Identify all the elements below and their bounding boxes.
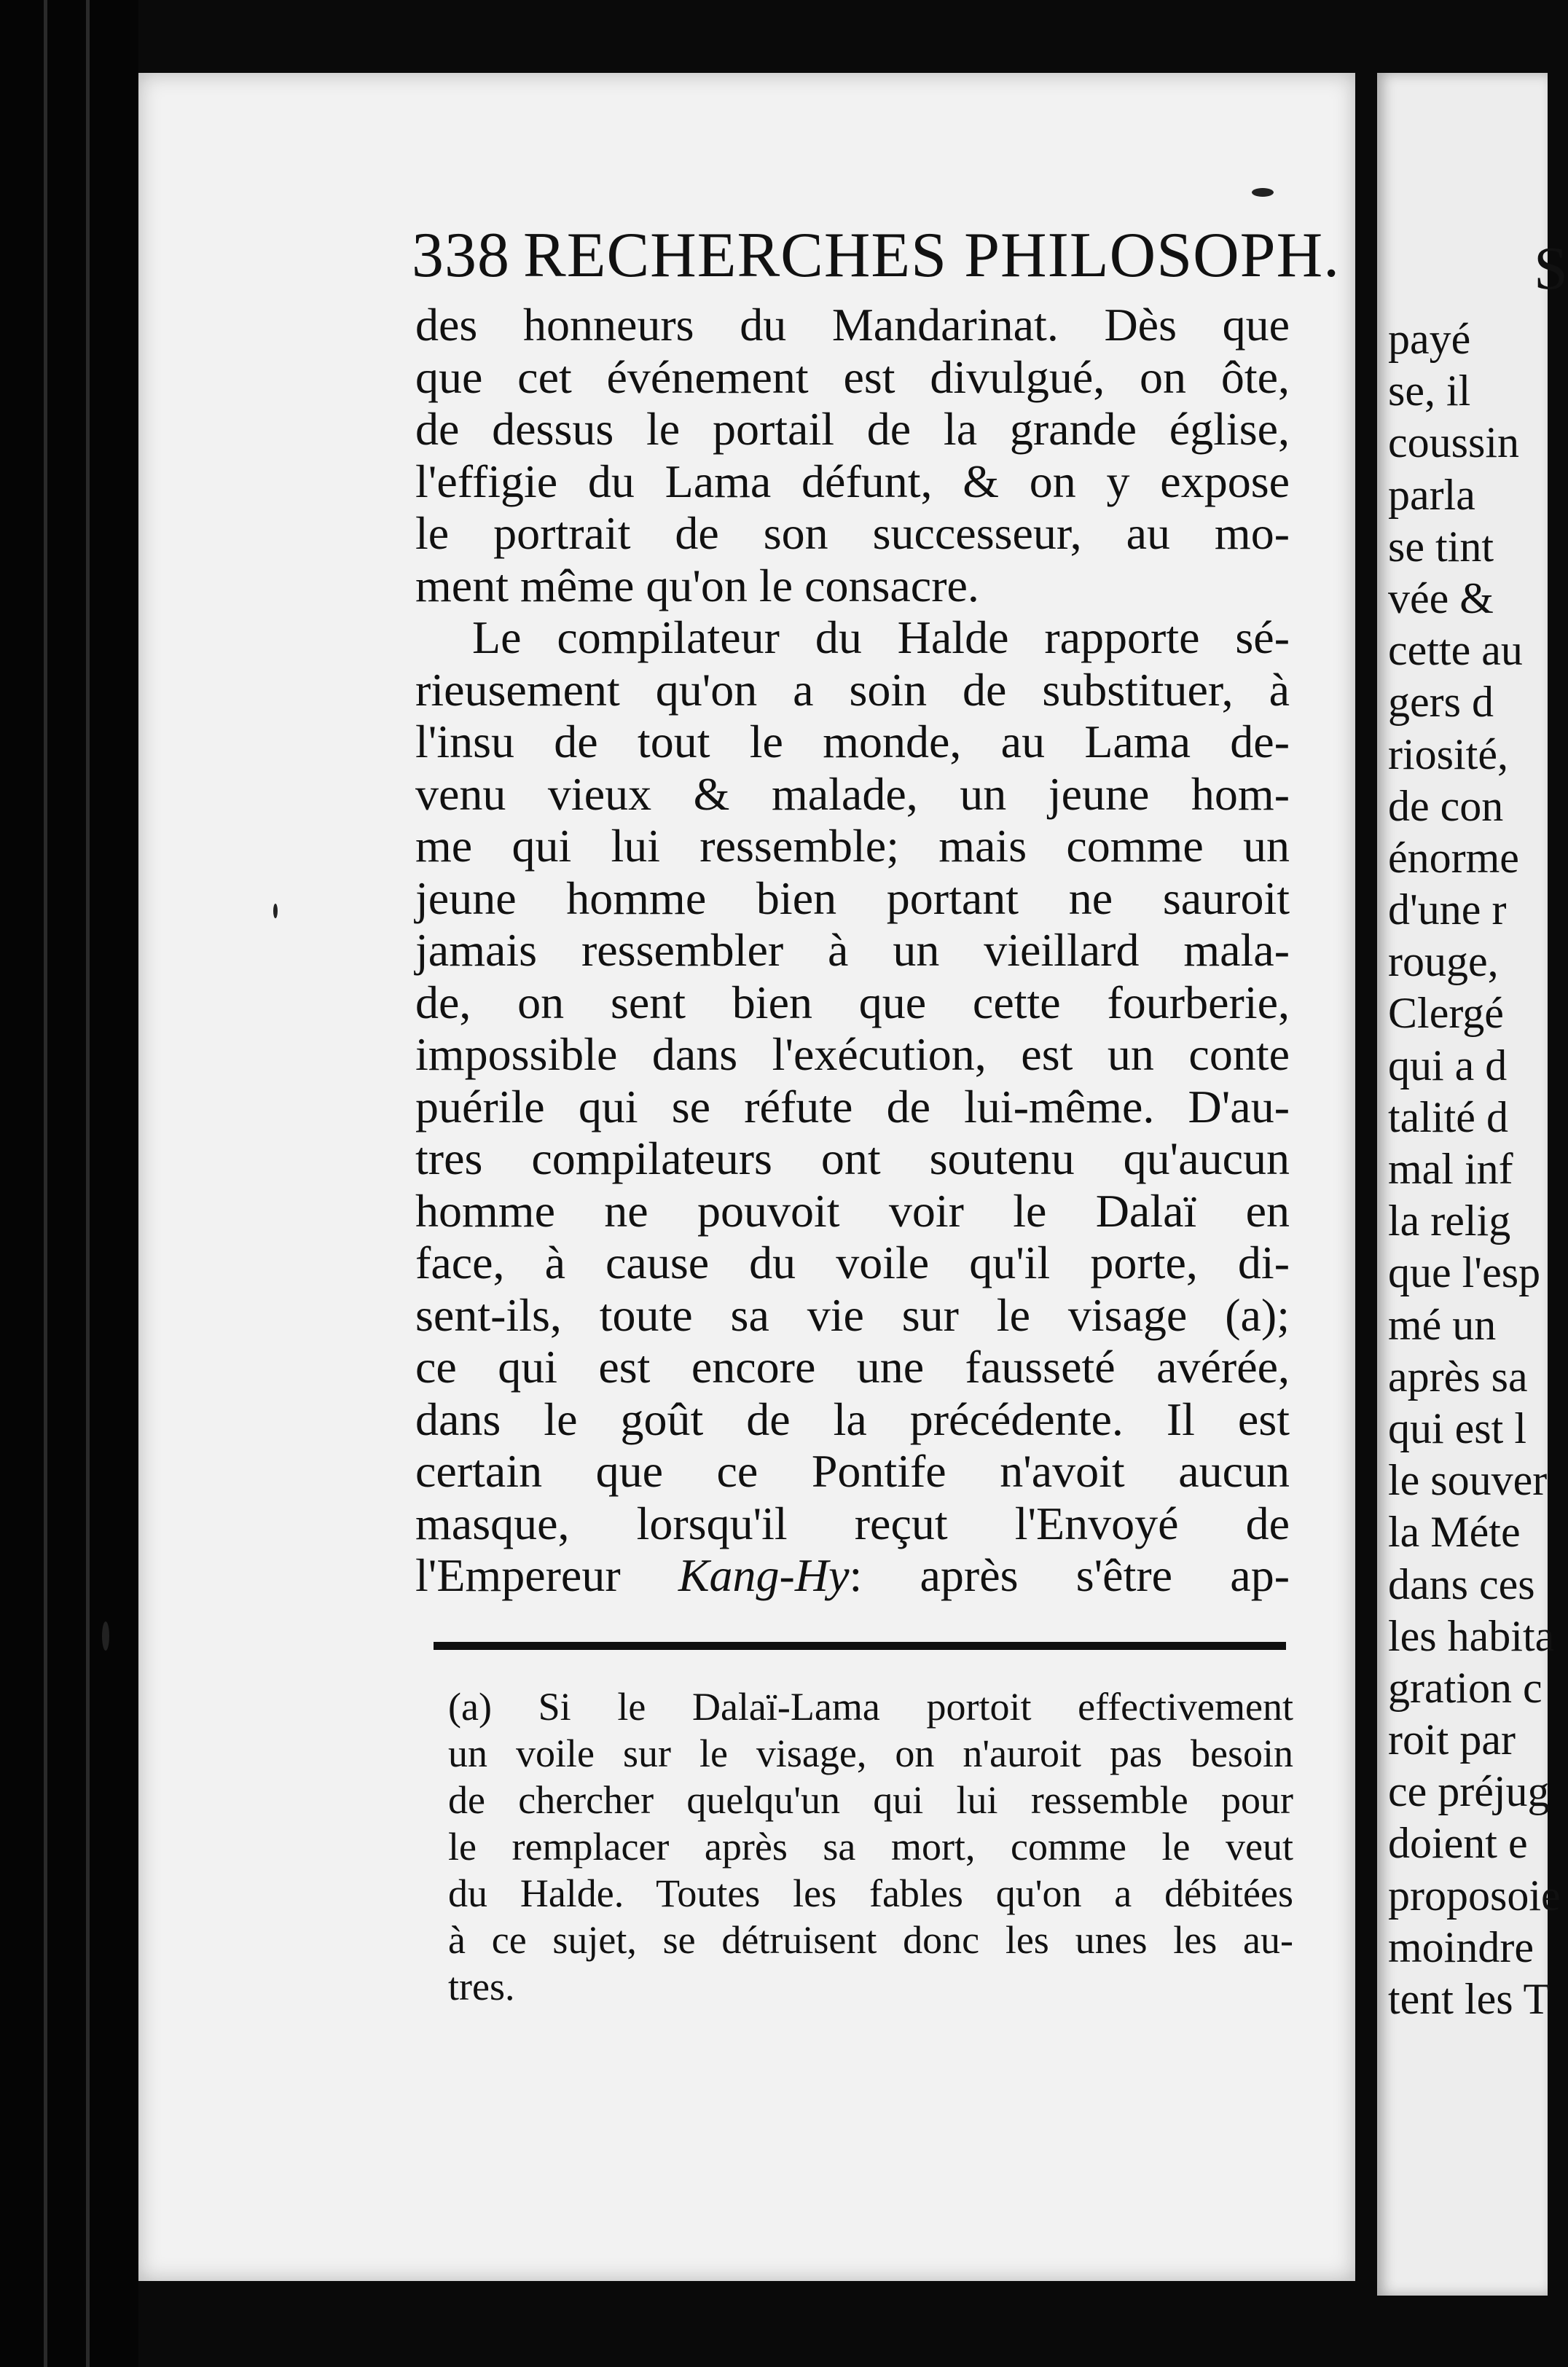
right-page-line: talité d — [1388, 1092, 1508, 1141]
right-page-line: coussin — [1388, 418, 1519, 467]
right-page-line: cette au — [1388, 626, 1523, 675]
text-line: jamais ressembler à un vieillard mala- — [415, 924, 1290, 976]
binding-edge — [86, 0, 90, 2367]
right-page-line: proposoie — [1388, 1871, 1561, 1920]
right-page-line: ce préjug — [1388, 1767, 1550, 1816]
book-binding — [0, 0, 138, 2367]
ink-mark — [102, 1621, 109, 1651]
right-page-line: la relig — [1388, 1197, 1511, 1245]
right-page-line: dans ces — [1388, 1560, 1535, 1608]
emperor-name: Kang-Hy — [678, 1549, 850, 1601]
right-page-line: de con — [1388, 781, 1504, 830]
footnote-rule — [434, 1642, 1286, 1650]
right-page-line: énorme — [1388, 833, 1519, 882]
text-line: certain que ce Pontife n'avoit aucun — [415, 1445, 1290, 1497]
right-page-line: tent les T — [1388, 1975, 1551, 2023]
right-page-line: doient e — [1388, 1819, 1528, 1868]
text-line: impossible dans l'exécution, est un conte — [415, 1028, 1290, 1080]
right-page-line: Clergé — [1388, 989, 1504, 1038]
right-page-line: roit par — [1388, 1715, 1516, 1764]
text-fragment: : après s'être ap- — [849, 1549, 1290, 1601]
right-page-line: après sa — [1388, 1352, 1528, 1401]
text-line: venu vieux & malade, un jeune hom- — [415, 767, 1290, 820]
right-page-text — [1388, 313, 1561, 2025]
text-line: jeune homme bien portant ne sauroit — [415, 872, 1290, 924]
text-line: des honneurs du Mandarinat. Dès que — [415, 299, 1290, 351]
text-line: puérile qui se réfute de lui-même. D'au- — [415, 1080, 1290, 1132]
footnote — [448, 1683, 1293, 2010]
footnote-line: tres. — [448, 1965, 515, 2008]
text-line: ment même qu'on le consacre. — [415, 559, 979, 611]
right-page-line: que l'esp — [1388, 1248, 1541, 1297]
running-title: RECHERCHES PHILOSOPH. — [523, 220, 1341, 291]
right-page-line: qui est l — [1388, 1404, 1526, 1452]
right-page-line: les habita — [1388, 1611, 1555, 1660]
text-line: dans le goût de la précédente. Il est — [415, 1393, 1290, 1445]
text-line: que cet événement est divulgué, on ôte, — [415, 351, 1290, 403]
footnote-line: le remplacer après sa mort, comme le veut — [448, 1825, 1293, 1869]
ink-mark — [1252, 188, 1274, 197]
right-page-line: gration c — [1388, 1663, 1542, 1712]
text-line: Le compilateur du Halde rapporte sé- — [472, 611, 1290, 663]
right-page-line: mé un — [1388, 1300, 1497, 1349]
footnote-line: à ce sujet, se détruisent donc les unes les au- — [448, 1918, 1293, 1962]
text-line: homme ne pouvoit voir le Dalaï en — [415, 1184, 1290, 1237]
text-line: l'effigie du Lama défunt, & on y expose — [415, 455, 1290, 507]
right-page-line: se tint — [1388, 522, 1494, 571]
text-line: ce qui est encore une fausseté avérée, — [415, 1341, 1290, 1393]
right-page-line: se, il — [1388, 367, 1471, 415]
footnote-line: (a) Si le Dalaï-Lama portoit effectivement — [448, 1685, 1293, 1729]
right-page-line: payé — [1388, 315, 1471, 363]
right-page-line: le souver — [1388, 1456, 1548, 1505]
right-page-line: riosité, — [1388, 729, 1508, 778]
right-page-header: S — [1534, 235, 1568, 302]
text-line: rieusement qu'on a soin de substituer, à — [415, 663, 1290, 716]
text-line: l'insu de tout le monde, au Lama de- — [415, 716, 1290, 767]
text-line-with-italic — [415, 1549, 1290, 1602]
right-page-line: qui a d — [1388, 1041, 1508, 1089]
page-number: 338 — [412, 220, 510, 291]
text-line: de, on sent bien que cette fourberie, — [415, 976, 1290, 1028]
text-line: masque, lorsqu'il reçut l'Envoyé de — [415, 1497, 1290, 1549]
text-line: face, à cause du voile qu'il porte, di- — [415, 1237, 1290, 1288]
body-text — [415, 299, 1290, 1602]
right-page-line: parla — [1388, 470, 1475, 519]
running-header — [412, 219, 1341, 292]
footnote-line: de chercher quelqu'un qui lui ressemble pour — [448, 1778, 1293, 1822]
right-page-line: d'une r — [1388, 885, 1507, 934]
text-line: le portrait de son successeur, au mo- — [415, 507, 1290, 559]
footnote-line: un voile sur le visage, on n'auroit pas besoin — [448, 1732, 1293, 1775]
text-fragment: l'Empereur — [415, 1549, 678, 1601]
right-page-line: rouge, — [1388, 937, 1499, 986]
right-page-line: mal inf — [1388, 1145, 1513, 1193]
text-line: me qui lui ressemble; mais comme un — [415, 820, 1290, 872]
right-page-line: vée & — [1388, 574, 1494, 622]
text-line: sent-ils, toute sa vie sur le visage (a); — [415, 1288, 1290, 1341]
right-page-line: gers d — [1388, 678, 1494, 727]
binding-edge — [44, 0, 47, 2367]
right-page-line: moindre — [1388, 1922, 1534, 1971]
text-line: de dessus le portail de la grande église, — [415, 403, 1290, 455]
text-line: tres compilateurs ont soutenu qu'aucun — [415, 1132, 1290, 1184]
ink-mark — [273, 904, 278, 918]
right-page-line: la Méte — [1388, 1508, 1521, 1557]
footnote-line: du Halde. Toutes les fables qu'on a débitées — [448, 1871, 1293, 1915]
